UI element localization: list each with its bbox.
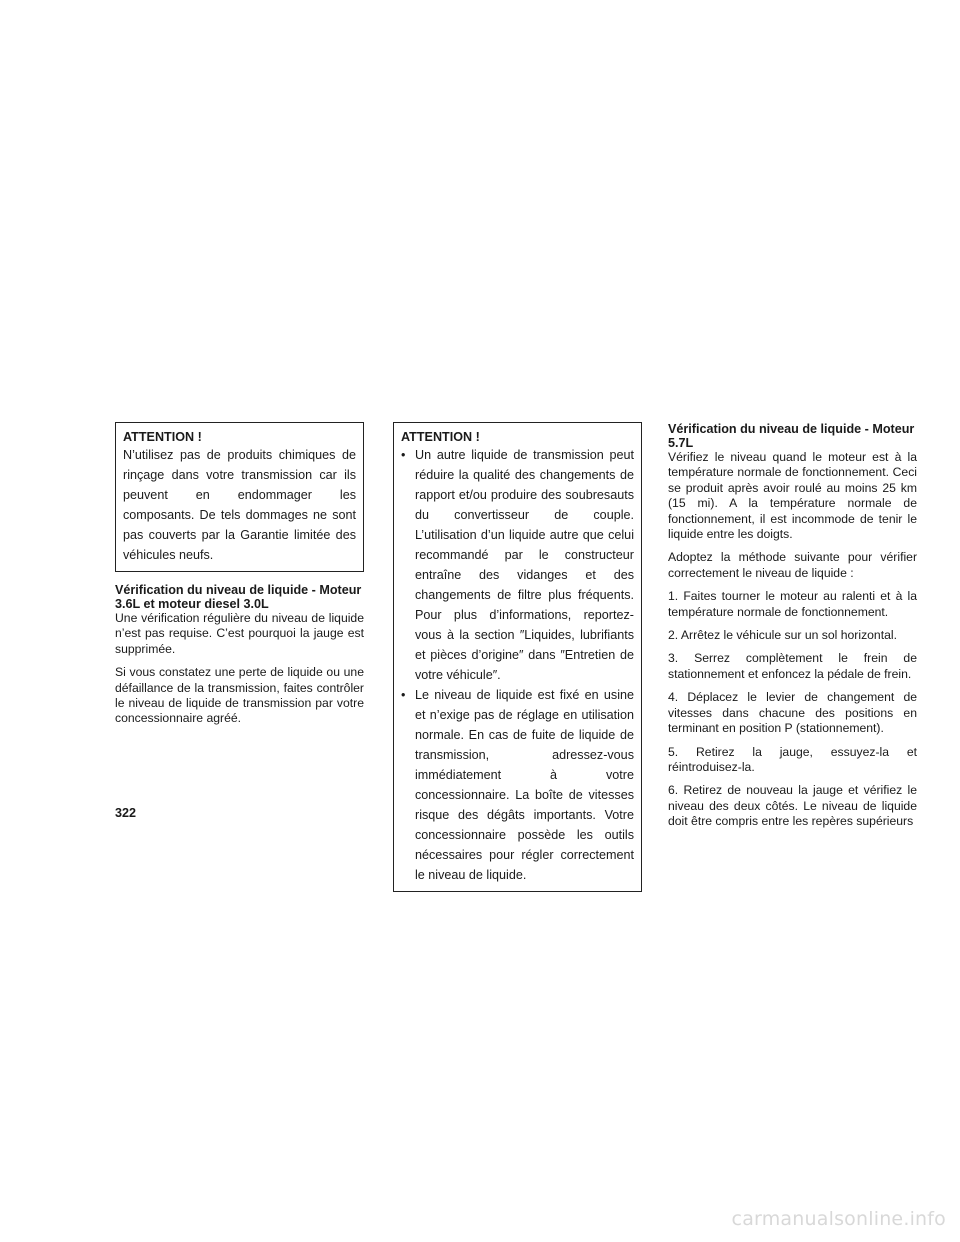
warning-box-flush-chemicals — [115, 422, 364, 572]
step-item: 3. Serrez complètement le frein de stationnement et enfoncez la pédale de frein. — [668, 651, 917, 681]
warning-title: ATTENTION ! — [123, 430, 202, 444]
watermark: carmanualsonline.info — [731, 1208, 946, 1230]
column-left — [115, 422, 364, 735]
warning-text: N’utilisez pas de produits chimiques de rinçage dans votre transmission car ils peuvent en endommager les composants. De tels dommages ne sont pas couverts par la Garantie limitée des véhicules neufs. — [123, 448, 356, 562]
bullet-icon: • — [401, 688, 406, 702]
step-item: 4. Déplacez le levier de changement de vitesses dans chacune des positions en terminant en position P (stationnement). — [668, 690, 917, 736]
column-middle — [393, 422, 642, 892]
paragraph: Si vous constatez une perte de liquide ou une défaillance de la transmission, faites contrôler le niveau de liquide de transmission par votre concessionnaire agréé. — [115, 665, 364, 726]
bullet-text: Le niveau de liquide est fixé en usine et n’exige pas de réglage en utilisation normale. En cas de fuite de liquide de transmission, adressez-vous immédiatement à votre concessionnaire. La boîte de vitesses risque des dégâts importants. Votre concessionnaire possède les outils nécessaires pour régler correctement le niveau de liquide. — [415, 688, 634, 882]
list-item — [401, 685, 634, 885]
section-heading-fluid-check-3-6l: Vérification du niveau de liquide - Moteur 3.6L et moteur diesel 3.0L — [115, 583, 362, 611]
column-right — [668, 422, 917, 838]
list-item — [401, 445, 634, 685]
bullet-text: Un autre liquide de transmission peut réduire la qualité des changements de rapport et/ou produire des soubresauts du convertisseur de couple. L’utilisation d’un liquide autre que celui recommandé par le constructeur entraîne des vidanges et des changements de filtre plus fréquents. Pour plus d’informations, reportez-vous à la section ″Liquides, lubrifiants et pièces d’origine″ dans ″Entretien de votre véhicule″. — [415, 448, 634, 682]
warning-bullet-list — [401, 445, 634, 885]
paragraph: Adoptez la méthode suivante pour vérifier correctement le niveau de liquide : — [668, 550, 917, 580]
step-item: 6. Retirez de nouveau la jauge et vérifiez le niveau des deux côtés. Le niveau de liquide doit être compris entre les repères supérieurs — [668, 783, 917, 829]
step-item: 1. Faites tourner le moteur au ralenti et à la température normale de fonctionnement. — [668, 589, 917, 619]
step-item: 2. Arrêtez le véhicule sur un sol horizontal. — [668, 628, 897, 643]
warning-title: ATTENTION ! — [401, 430, 480, 444]
paragraph: Vérifiez le niveau quand le moteur est à la température normale de fonctionnement. Ceci se produit après avoir roulé au moins 25 km (15 mi). A la température normale de fonctionnement, il est incommode de tenir le liquide entre les doigts. — [668, 450, 917, 542]
section-heading-fluid-check-5-7l: Vérification du niveau de liquide - Moteur 5.7L — [668, 422, 915, 450]
bullet-icon: • — [401, 448, 406, 462]
step-item: 5. Retirez la jauge, essuyez-la et réintroduisez-la. — [668, 744, 917, 774]
warning-box-transmission-fluid — [393, 422, 642, 892]
page-number: 322 — [115, 806, 137, 820]
paragraph: Une vérification régulière du niveau de liquide n’est pas requise. C’est pourquoi la jauge est supprimée. — [115, 611, 364, 656]
